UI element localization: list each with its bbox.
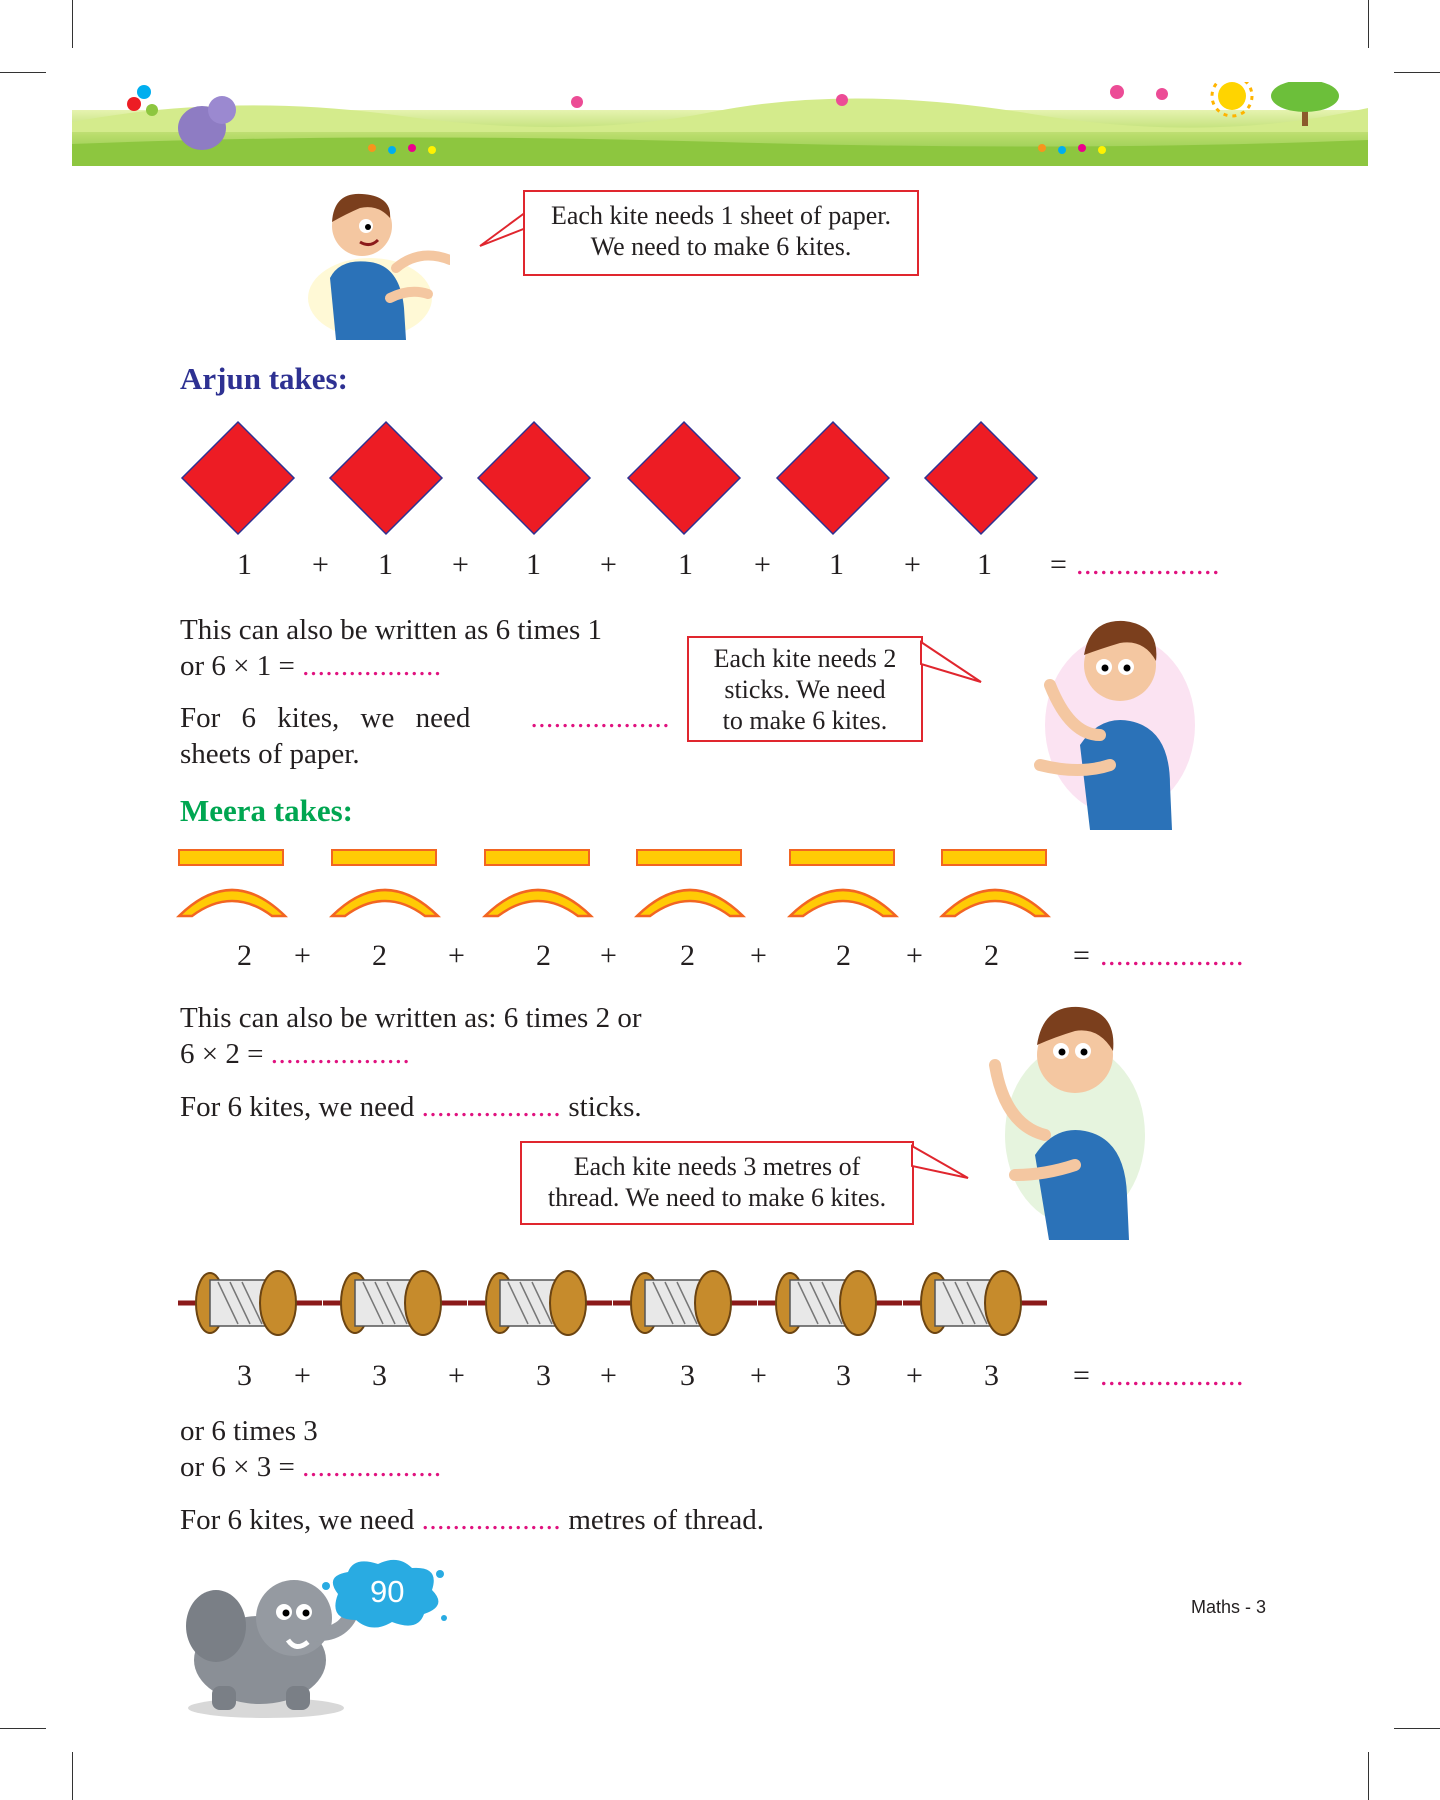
curved-stick-icon xyxy=(939,878,1051,918)
boy-illustration xyxy=(300,178,450,340)
text-line xyxy=(180,1036,740,1072)
answer-blank[interactable]: .................. xyxy=(270,1038,411,1070)
text-fragment: For 6 kites, we need xyxy=(180,1091,415,1123)
speech-line: We need to make 6 kites. xyxy=(590,232,852,261)
straight-stick-icon xyxy=(941,849,1047,866)
answer-blank[interactable]: .................. xyxy=(421,1504,562,1536)
plus-sign: + xyxy=(448,1359,465,1392)
boy-illustration xyxy=(975,985,1145,1240)
equation-term: 2 xyxy=(372,939,387,972)
curved-stick-icon xyxy=(787,878,899,918)
equation-term: 3 xyxy=(680,1359,695,1392)
crop-mark xyxy=(0,72,46,73)
equation-term: 1 xyxy=(977,548,992,581)
straight-stick-icon xyxy=(636,849,742,866)
straight-stick-icon xyxy=(331,849,437,866)
crop-mark xyxy=(0,1728,46,1729)
equation-term: 2 xyxy=(536,939,551,972)
paper-explanation xyxy=(180,612,670,684)
straight-stick-icon xyxy=(484,849,590,866)
speech-line: Each kite needs 3 metres of xyxy=(573,1152,861,1181)
boy-illustration xyxy=(1020,605,1195,830)
plus-sign: + xyxy=(294,1359,311,1392)
equals-sign: = xyxy=(1073,939,1090,972)
plus-sign: + xyxy=(600,548,617,581)
plus-sign: + xyxy=(906,1359,923,1392)
plus-sign: + xyxy=(600,939,617,972)
equation-term: 1 xyxy=(237,548,252,581)
addition-equation-paper xyxy=(0,548,1440,584)
answer-blank[interactable]: .................. xyxy=(1100,1359,1244,1392)
speech-line: Each kite needs 2 xyxy=(713,644,897,673)
answer-blank[interactable]: .................. xyxy=(530,702,670,734)
text-fragment: sticks. xyxy=(568,1091,642,1123)
text-fragment: or 6 × 1 = xyxy=(180,650,295,682)
sticks-need-text xyxy=(180,1089,780,1125)
kite-paper-icon xyxy=(180,420,296,536)
crop-mark xyxy=(1368,0,1369,48)
answer-blank[interactable]: .................. xyxy=(302,1451,442,1483)
addition-equation-thread xyxy=(0,1359,1440,1395)
speech-tail xyxy=(912,1144,970,1180)
equation-term: 1 xyxy=(829,548,844,581)
crop-mark xyxy=(72,1752,73,1800)
text-line: sheets of paper. xyxy=(180,738,360,770)
text-fragment: For 6 kites, we need xyxy=(180,702,471,734)
text-line xyxy=(180,700,670,736)
answer-blank[interactable]: .................. xyxy=(1100,939,1244,972)
crop-mark xyxy=(1394,72,1440,73)
plus-sign: + xyxy=(906,939,923,972)
equation-term: 2 xyxy=(237,939,252,972)
text-fragment: For 6 kites, we need xyxy=(180,1504,415,1536)
crop-mark xyxy=(1368,1752,1369,1800)
thread-reel-icon xyxy=(323,1266,467,1340)
equation-term: 2 xyxy=(836,939,851,972)
equation-term: 1 xyxy=(378,548,393,581)
kite-paper-icon xyxy=(328,420,444,536)
answer-blank[interactable]: .................. xyxy=(421,1091,562,1123)
meera-heading: Meera takes: xyxy=(180,793,353,828)
equation-term: 1 xyxy=(526,548,541,581)
thread-reel-icon xyxy=(178,1266,322,1340)
speech-tail xyxy=(921,640,983,684)
sticks-explanation xyxy=(180,1000,740,1072)
curved-stick-icon xyxy=(329,878,441,918)
plus-sign: + xyxy=(754,548,771,581)
speech-bubble-thread xyxy=(520,1141,914,1225)
text-line: This can also be written as 6 times 1 xyxy=(180,614,603,646)
plus-sign: + xyxy=(452,548,469,581)
text-line xyxy=(180,1449,680,1485)
straight-stick-icon xyxy=(178,849,284,866)
speech-line: thread. We need to make 6 kites. xyxy=(547,1183,887,1212)
equals-sign: = xyxy=(1073,1359,1090,1392)
kite-paper-icon xyxy=(626,420,742,536)
equals-sign: = xyxy=(1050,548,1067,581)
plus-sign: + xyxy=(312,548,329,581)
curved-stick-icon xyxy=(482,878,594,918)
book-label: Maths - 3 xyxy=(1191,1597,1267,1617)
speech-line: Each kite needs 1 sheet of paper. xyxy=(550,201,892,230)
speech-line: to make 6 kites. xyxy=(722,706,888,735)
speech-bubble-paper xyxy=(523,190,919,276)
text-line xyxy=(180,648,670,684)
speech-tail xyxy=(480,210,526,250)
equation-term: 3 xyxy=(372,1359,387,1392)
equation-term: 2 xyxy=(680,939,695,972)
thread-reel-icon xyxy=(758,1266,902,1340)
text-fragment: metres of thread. xyxy=(568,1504,765,1536)
answer-blank[interactable]: .................. xyxy=(302,650,442,682)
equation-term: 1 xyxy=(678,548,693,581)
equation-term: 3 xyxy=(237,1359,252,1392)
curved-stick-icon xyxy=(176,878,288,918)
speech-bubble-sticks xyxy=(687,636,923,742)
answer-blank[interactable]: .................. xyxy=(1076,548,1220,581)
kite-paper-icon xyxy=(775,420,891,536)
plus-sign: + xyxy=(448,939,465,972)
plus-sign: + xyxy=(600,1359,617,1392)
page-number: 90 xyxy=(370,1574,405,1609)
thread-reel-icon xyxy=(903,1266,1047,1340)
crop-mark xyxy=(72,0,73,48)
plus-sign: + xyxy=(750,1359,767,1392)
paper-need-text xyxy=(180,700,670,772)
speech-line: sticks. We need xyxy=(724,675,886,704)
straight-stick-icon xyxy=(789,849,895,866)
thread-explanation xyxy=(180,1413,680,1485)
plus-sign: + xyxy=(294,939,311,972)
plus-sign: + xyxy=(750,939,767,972)
text-fragment: or 6 × 3 = xyxy=(180,1451,295,1483)
arjun-heading: Arjun takes: xyxy=(180,361,348,396)
curved-stick-icon xyxy=(634,878,746,918)
crop-mark xyxy=(1394,1728,1440,1729)
thread-reel-icon xyxy=(468,1266,612,1340)
equation-term: 3 xyxy=(836,1359,851,1392)
text-line: This can also be written as: 6 times 2 or xyxy=(180,1002,642,1034)
thread-reel-icon xyxy=(613,1266,757,1340)
kite-paper-icon xyxy=(923,420,1039,536)
plus-sign: + xyxy=(904,548,921,581)
kite-paper-icon xyxy=(476,420,592,536)
addition-equation-sticks xyxy=(0,939,1440,975)
equation-term: 3 xyxy=(984,1359,999,1392)
text-line: or 6 times 3 xyxy=(180,1415,318,1447)
equation-term: 2 xyxy=(984,939,999,972)
thread-need-text xyxy=(180,1502,880,1538)
text-fragment: 6 × 2 = xyxy=(180,1038,264,1070)
meadow-banner xyxy=(72,82,1368,166)
equation-term: 3 xyxy=(536,1359,551,1392)
